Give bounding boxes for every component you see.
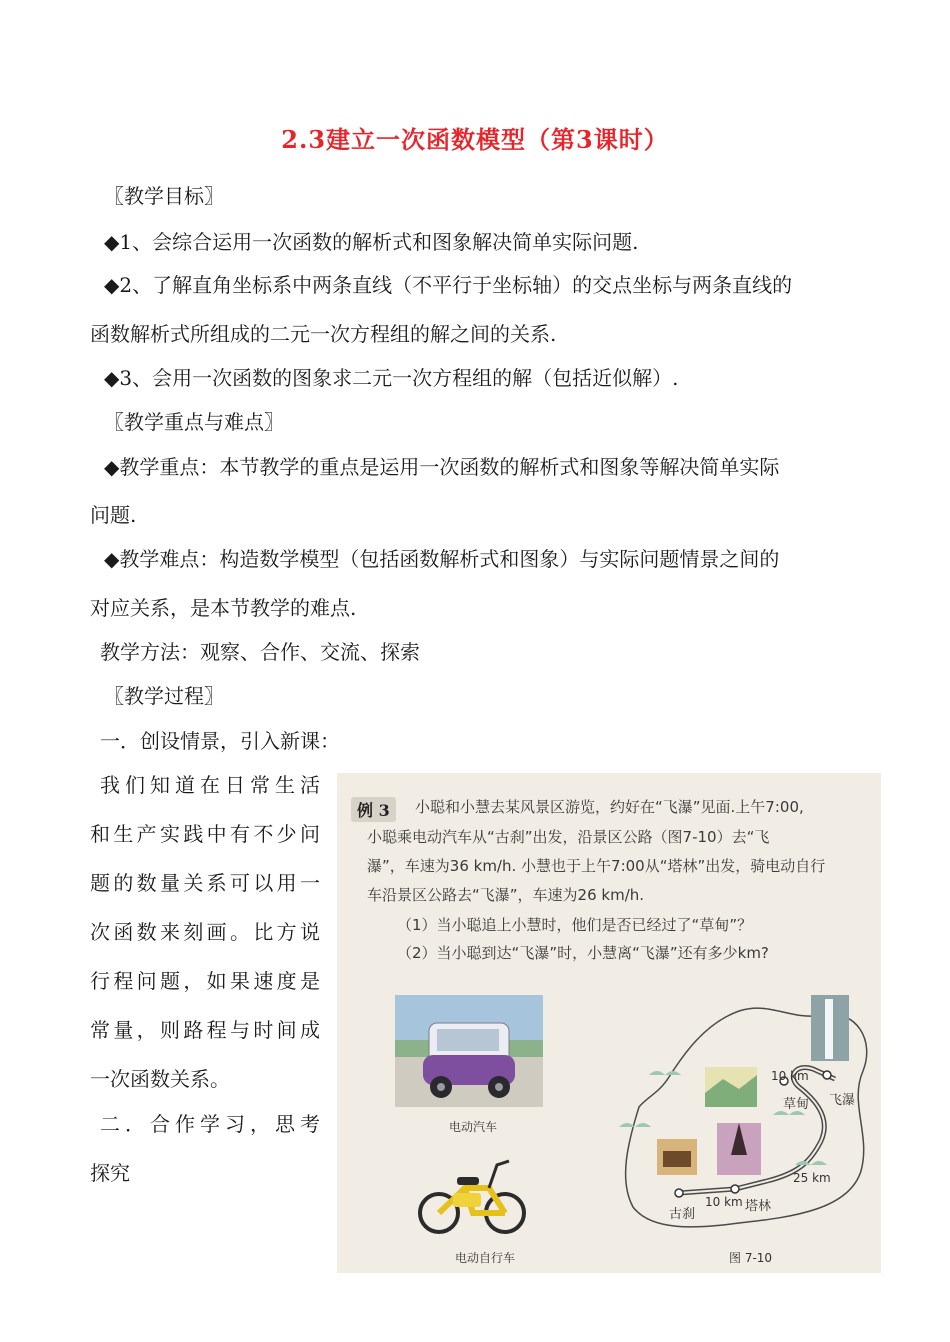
objective-1: ◆1、会综合运用一次函数的解析式和图象解决简单实际问题. (104, 230, 639, 254)
page-title: 2.3建立一次函数模型（第3课时） (281, 125, 669, 154)
keypoint-focus-cont: 问题. (90, 503, 137, 527)
section-1-heading: 一．创设情景，引入新课： (100, 729, 340, 753)
example-line: 瀑”，车速为36 km/h. 小慧也于上午7:00从“塔林”出发，骑电动自行 (367, 857, 826, 875)
objectives-heading: 〖教学目标〗 (104, 184, 224, 208)
example-line: 小聪乘电动汽车从“古刹”出发，沿景区公路（图7-10）去“飞 (367, 828, 770, 846)
electric-bike-photo (417, 1153, 527, 1238)
map-label-feipu: 飞瀑 (829, 1093, 856, 1108)
intro-line: 一次函数关系。 (90, 1067, 230, 1091)
intro-line: 常量，则路程与时间成 (90, 1018, 320, 1042)
car-caption: 电动汽车 (449, 1120, 498, 1134)
map-label-gusha: 古刹 (669, 1207, 696, 1222)
keypoint-difficulty-cont: 对应关系，是本节教学的难点. (90, 596, 357, 620)
intro-line: 次函数来刻画。比方说 (90, 920, 320, 944)
map-label-talin: 塔林 (745, 1199, 772, 1214)
map-label-caodian: 草甸 (783, 1097, 810, 1112)
scenic-route-map (599, 985, 877, 1255)
map-label-10km-lower: 10 km (705, 1195, 743, 1209)
example-question-2: （2）当小聪到达“飞瀑”时，小慧离“飞瀑”还有多少km? (397, 944, 769, 962)
map-label-10km: 10 km (771, 1069, 809, 1083)
electric-car-photo (395, 995, 543, 1107)
intro-line: 和生产实践中有不少问 (90, 822, 320, 846)
section-2-heading-cont: 探究 (90, 1161, 130, 1185)
keypoint-focus: ◆教学重点：本节教学的重点是运用一次函数的解析式和图象等解决简单实际 (104, 455, 780, 479)
example-line: 小聪和小慧去某风景区游览，约好在“飞瀑”见面.上午7:00, (415, 798, 804, 816)
teaching-method: 教学方法：观察、合作、交流、探索 (100, 640, 420, 664)
map-label-25km: 25 km (793, 1171, 831, 1185)
bike-caption: 电动自行车 (455, 1251, 516, 1265)
intro-line: 行程问题，如果速度是 (90, 969, 320, 993)
process-heading: 〖教学过程〗 (104, 684, 224, 708)
example-label: 例 3 (351, 797, 396, 822)
section-2-heading: 二．合作学习，思考 (100, 1112, 320, 1136)
example-line: 车沿景区公路去“飞瀑”，车速为26 km/h. (367, 886, 645, 904)
keypoints-heading: 〖教学重点与难点〗 (104, 410, 284, 434)
objective-3: ◆3、会用一次函数的图象求二元一次方程组的解（包括近似解）. (104, 366, 679, 390)
figure-caption: 图 7-10 (729, 1251, 773, 1265)
intro-line: 题的数量关系可以用一 (90, 871, 320, 895)
textbook-example-image (337, 773, 881, 1273)
keypoint-difficulty: ◆教学难点：构造数学模型（包括函数解析式和图象）与实际问题情景之间的 (104, 547, 780, 571)
objective-2: ◆2、了解直角坐标系中两条直线（不平行于坐标轴）的交点坐标与两条直线的 (104, 273, 793, 297)
example-question-1: （1）当小聪追上小慧时，他们是否已经过了“草甸”？ (397, 916, 753, 934)
objective-2-cont: 函数解析式所组成的二元一次方程组的解之间的关系. (90, 322, 557, 346)
intro-line: 我们知道在日常生活 (100, 773, 320, 797)
